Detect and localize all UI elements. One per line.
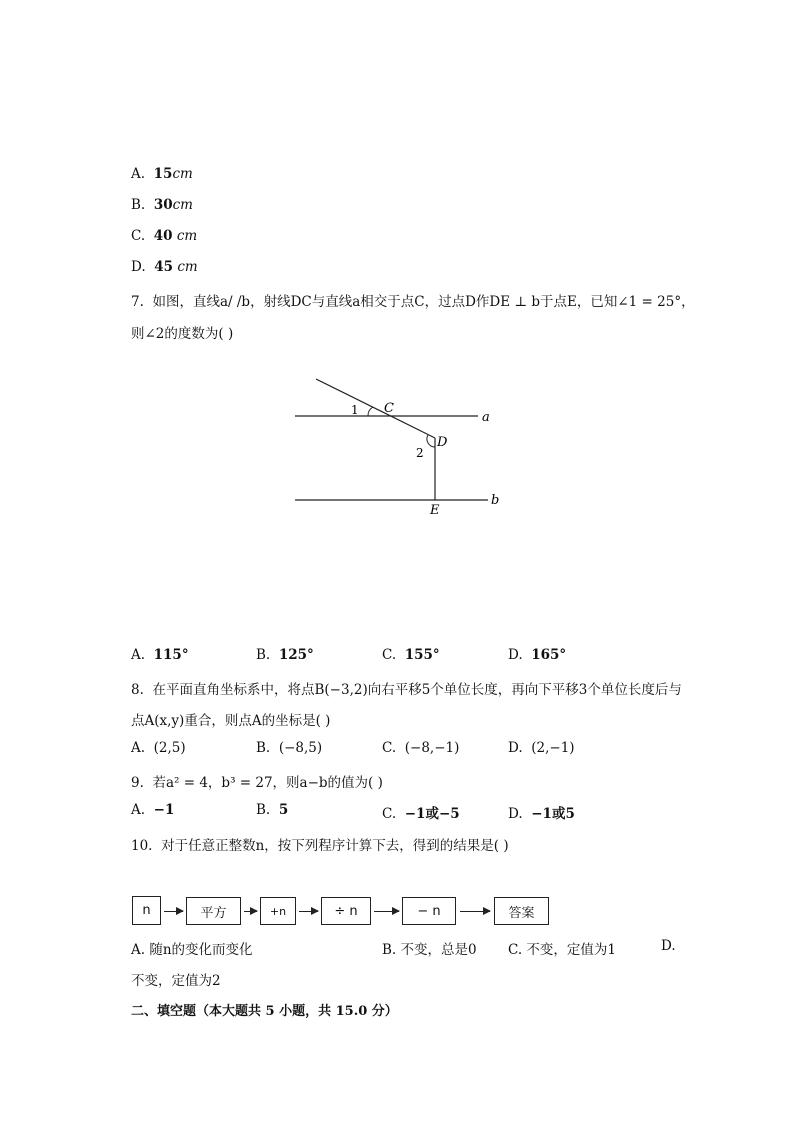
question-text: 对于任意正整数n，按下列程序计算下去，得到的结果是( ) xyxy=(161,838,509,854)
section-title: 二、填空题（本大题共 5 小题，共 15.0 分） xyxy=(131,1004,398,1019)
option-letter: D. xyxy=(508,647,523,663)
option-text: (2,5) xyxy=(153,740,186,756)
option-unit: cm xyxy=(172,166,193,182)
label-2: 2 xyxy=(416,446,424,460)
option-unit: cm xyxy=(177,259,198,275)
q8-stem-line1 xyxy=(131,678,682,698)
option-value: 30 xyxy=(153,197,173,213)
question-text: 若a² = 4，b³ = 27，则a−b的值为( ) xyxy=(152,775,383,791)
q8-option-b xyxy=(256,740,322,756)
option-text: 5 xyxy=(278,802,289,818)
option-text: (−8,5) xyxy=(278,740,323,756)
q9-option-b xyxy=(256,802,288,818)
option-text: −1或−5 xyxy=(404,806,460,822)
option-unit: cm xyxy=(176,228,198,244)
q7-stem-line2: 则∠2的度数为( ) xyxy=(131,326,234,342)
q6-option-d xyxy=(131,259,198,275)
question-number: 9. xyxy=(131,775,144,791)
flow-arrow xyxy=(374,911,399,912)
q8-option-c xyxy=(382,740,459,756)
option-letter: A. xyxy=(131,166,146,182)
option-value: 40 xyxy=(153,228,173,244)
option-text: 115° xyxy=(153,647,189,663)
flow-box-square: 平方 xyxy=(186,897,241,925)
option-letter: B. xyxy=(131,197,146,213)
label-a: a xyxy=(482,410,490,425)
label-1: 1 xyxy=(351,403,359,417)
option-text: (−8,−1) xyxy=(404,740,460,756)
flow-arrow xyxy=(244,911,257,912)
option-letter: D. xyxy=(508,806,523,822)
option-letter: D. xyxy=(131,259,146,275)
q10-option-d-text: 不变，定值为2 xyxy=(131,973,221,989)
q6-option-a xyxy=(131,166,193,182)
flow-arrow xyxy=(164,911,183,912)
question-number: 10. xyxy=(131,838,153,854)
label-b: b xyxy=(491,493,500,508)
flow-box-minus-n: − n xyxy=(402,897,456,925)
flow-box-plus-n: +n xyxy=(260,897,296,925)
option-letter: A. xyxy=(131,802,146,818)
option-letter: C. xyxy=(382,806,397,822)
q10-stem-line1 xyxy=(131,834,509,854)
q9-option-c xyxy=(382,802,460,822)
option-letter: C. xyxy=(382,647,397,663)
option-text: −1 xyxy=(153,802,175,818)
option-letter: A. xyxy=(131,740,146,756)
q9-stem-line1 xyxy=(131,771,383,791)
q10-option-d-letter: D. xyxy=(661,938,676,954)
option-unit: cm xyxy=(172,197,193,213)
q9-option-a xyxy=(131,802,174,818)
q10-option-a: A. 随n的变化而变化 xyxy=(131,942,253,958)
flow-box-answer: 答案 xyxy=(494,897,549,925)
option-letter: C. xyxy=(131,228,146,244)
option-letter: B. xyxy=(256,740,271,756)
option-letter: A. xyxy=(131,647,146,663)
q10-option-b: B. 不变，总是0 xyxy=(382,942,477,958)
option-text: (2,−1) xyxy=(531,740,575,756)
label-d: D xyxy=(437,435,448,450)
question-number: 7. xyxy=(131,294,144,310)
question-number: 8. xyxy=(131,682,144,698)
option-letter: B. xyxy=(256,802,271,818)
ray-dc xyxy=(316,379,435,438)
q9-option-d xyxy=(508,802,575,822)
q8-option-a xyxy=(131,740,186,756)
q10-option-c: C. 不变，定值为1 xyxy=(508,942,617,958)
q7-figure xyxy=(280,365,520,525)
option-letter: D. xyxy=(508,740,523,756)
question-text: 在平面直角坐标系中，将点B(−3,2)向右平移5个单位长度，再向下平移3个单位长度后与 xyxy=(152,682,682,698)
option-text: 125° xyxy=(278,647,314,663)
option-text: 155° xyxy=(404,647,440,663)
q7-option-d xyxy=(508,647,566,663)
q6-option-b xyxy=(131,197,193,213)
flow-arrow xyxy=(460,911,490,912)
question-text: 如图，直线a/ /b，射线DC与直线a相交于点C，过点D作DE ⊥ b于点E，已知∠1 = 25°， xyxy=(152,294,695,310)
angle-1-arc xyxy=(368,407,373,416)
q8-stem-line2: 点A(x,y)重合，则点A的坐标是( ) xyxy=(131,713,331,729)
flow-box-divide-n: ÷ n xyxy=(321,897,371,925)
option-text: −1或5 xyxy=(531,806,575,822)
q7-stem-line1 xyxy=(131,290,695,310)
q6-option-c xyxy=(131,228,197,244)
option-letter: C. xyxy=(382,740,397,756)
flow-box-n: n xyxy=(132,896,161,925)
q7-option-b xyxy=(256,647,314,663)
option-text: 165° xyxy=(531,647,567,663)
label-c: C xyxy=(384,401,394,416)
option-letter: B. xyxy=(256,647,271,663)
q8-option-d xyxy=(508,740,575,756)
q7-option-c xyxy=(382,647,440,663)
q7-option-a xyxy=(131,647,189,663)
flow-arrow xyxy=(299,911,318,912)
option-value: 45 xyxy=(154,259,174,275)
label-e: E xyxy=(430,503,440,518)
option-value: 15 xyxy=(153,166,173,182)
